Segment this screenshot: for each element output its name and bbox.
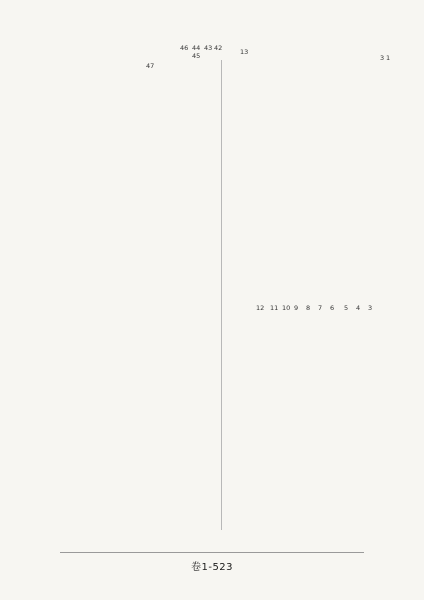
- column-divider: [221, 60, 222, 530]
- verse-number: 6: [330, 304, 335, 312]
- verse-number: 7: [318, 304, 323, 312]
- verse-number: 46: [180, 44, 189, 52]
- verse-number: 45: [192, 52, 201, 60]
- verse-number: 5: [344, 304, 349, 312]
- page-number: 卷1-523: [190, 562, 234, 573]
- verse-number: 12: [256, 304, 265, 312]
- verse-number: 3: [368, 304, 373, 312]
- verse-number: 3: [380, 54, 385, 62]
- verse-number: 13: [240, 48, 249, 56]
- verse-number: 42: [214, 44, 223, 52]
- verse-number: 10: [282, 304, 291, 312]
- left-page-column: [38, 40, 223, 540]
- verse-number: 47: [146, 62, 155, 70]
- verse-number: 44: [192, 44, 201, 52]
- verse-number: 1: [386, 54, 391, 62]
- verse-number: 11: [270, 304, 279, 312]
- verse-number: 8: [306, 304, 311, 312]
- footer-rule: [60, 552, 364, 553]
- verse-number: 9: [294, 304, 299, 312]
- verse-number: 43: [204, 44, 213, 52]
- right-page-column: [224, 40, 392, 540]
- verse-number: 4: [356, 304, 361, 312]
